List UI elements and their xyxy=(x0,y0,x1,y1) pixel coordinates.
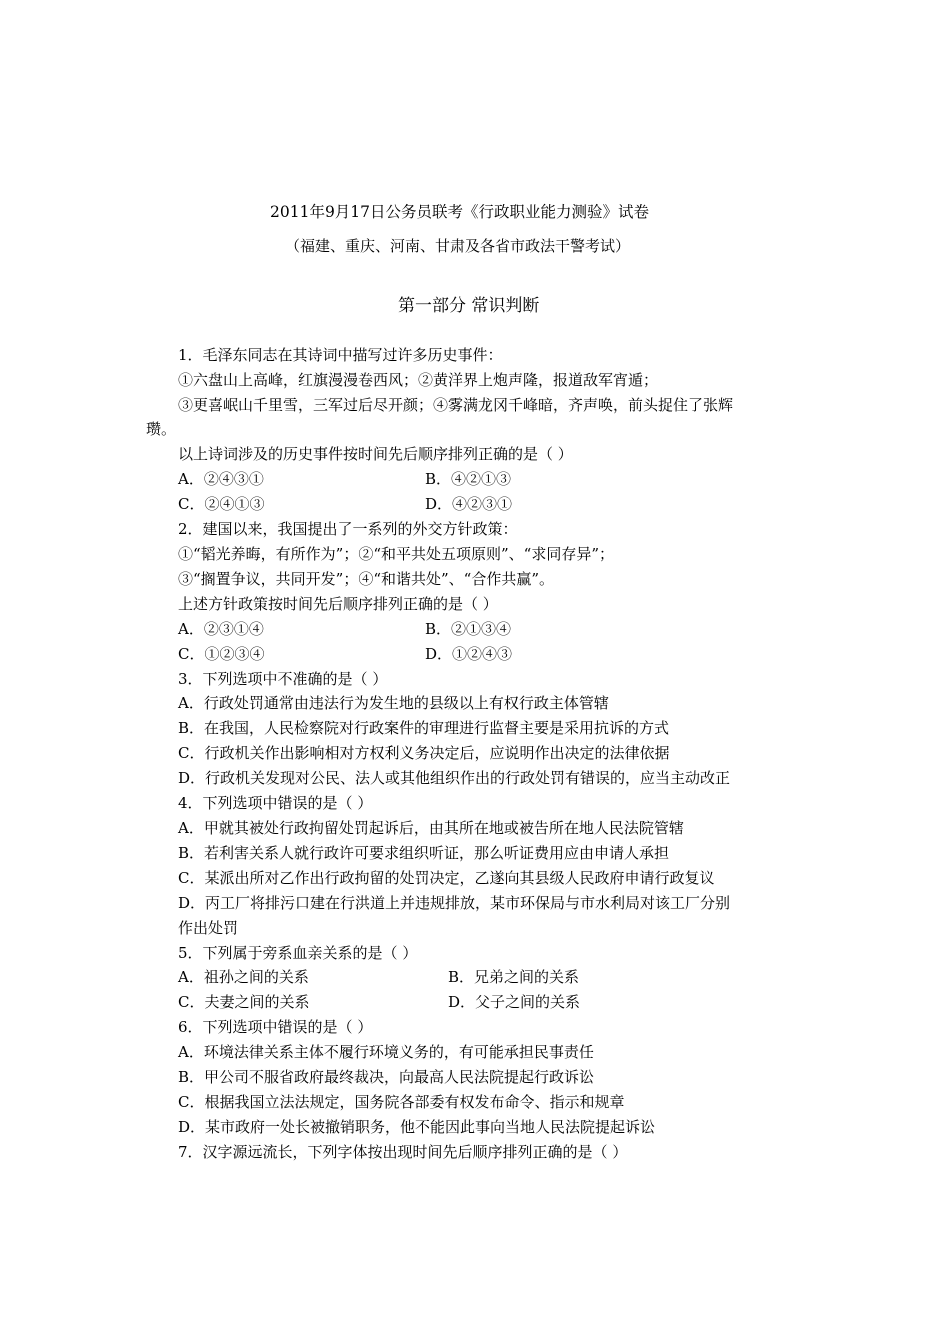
q1-option-b: B．④②①③ xyxy=(425,470,512,488)
document-title: 2011年9月17日公务员联考《行政职业能力测验》试卷 xyxy=(270,203,650,221)
q3-stem: 3．下列选项中不准确的是（ ） xyxy=(178,670,388,688)
q1-option-d: D．④②③① xyxy=(425,495,513,513)
q2-option-a: A．②③①④ xyxy=(178,620,264,638)
q5-option-d: D．父子之间的关系 xyxy=(448,993,581,1011)
q1-line2-cont: 瓒。 xyxy=(146,420,177,438)
q3-option-d: D．行政机关发现对公民、法人或其他组织作出的行政处罚有错误的，应当主动改正 xyxy=(178,769,731,787)
q6-option-d: D．某市政府一处长被撤销职务，他不能因此事向当地人民法院提起诉讼 xyxy=(178,1118,656,1136)
document-subtitle: （福建、重庆、河南、甘肃及各省市政法干警考试） xyxy=(285,237,631,255)
q4-option-b: B．若利害关系人就行政许可要求组织听证，那么听证费用应由申请人承担 xyxy=(178,844,670,862)
q4-option-c: C．某派出所对乙作出行政拘留的处罚决定，乙遂向其县级人民政府申请行政复议 xyxy=(178,869,715,887)
section-heading: 第一部分 常识判断 xyxy=(398,296,540,316)
q2-line1: ①“韬光养晦，有所作为”；②“和平共处五项原则”、“求同存异”； xyxy=(178,545,615,563)
q4-option-d: D．丙工厂将排污口建在行洪道上并违规排放，某市环保局与市水利局对该工厂分别 xyxy=(178,894,731,912)
q6-stem: 6．下列选项中错误的是（ ） xyxy=(178,1018,373,1036)
q2-option-c: C．①②③④ xyxy=(178,645,265,663)
q4-stem: 4．下列选项中错误的是（ ） xyxy=(178,794,373,812)
q6-option-c: C．根据我国立法法规定，国务院各部委有权发布命令、指示和规章 xyxy=(178,1093,625,1111)
q6-option-b: B．甲公司不服省政府最终裁决，向最高人民法院提起行政诉讼 xyxy=(178,1068,595,1086)
q5-option-a: A．祖孙之间的关系 xyxy=(178,968,309,986)
q2-line2: ③“搁置争议，共同开发”；④“和谐共处”、“合作共赢”。 xyxy=(178,570,555,588)
q1-line1: ①六盘山上高峰，红旗漫漫卷西风；②黄洋界上炮声隆，报道敌军宵遁； xyxy=(178,371,659,389)
q1-option-a: A．②④③① xyxy=(178,470,264,488)
q1-line2: ③更喜岷山千里雪，三军过后尽开颜；④雾满龙冈千峰暗，齐声唤，前头捉住了张辉 xyxy=(178,396,734,414)
q5-option-c: C．夫妻之间的关系 xyxy=(178,993,310,1011)
q1-ask: 以上诗词涉及的历史事件按时间先后顺序排列正确的是（ ） xyxy=(178,445,573,463)
q4-option-d-cont: 作出处罚 xyxy=(178,919,239,937)
q5-option-b: B．兄弟之间的关系 xyxy=(448,968,580,986)
q7-stem: 7．汉字源远流长，下列字体按出现时间先后顺序排列正确的是（ ） xyxy=(178,1143,628,1161)
q2-stem: 2．建国以来，我国提出了一系列的外交方针政策： xyxy=(178,520,518,538)
q2-option-d: D．①②④③ xyxy=(425,645,513,663)
q2-ask: 上述方针政策按时间先后顺序排列正确的是（ ） xyxy=(178,595,498,613)
q3-option-c: C．行政机关作出影响相对方权利义务决定后，应说明作出决定的法律依据 xyxy=(178,744,670,762)
q1-stem: 1．毛泽东同志在其诗词中描写过许多历史事件： xyxy=(178,346,503,364)
q4-option-a: A．甲就其被处行政拘留处罚起诉后，由其所在地或被告所在地人民法院管辖 xyxy=(178,819,684,837)
q2-option-b: B．②①③④ xyxy=(425,620,512,638)
q3-option-a: A．行政处罚通常由违法行为发生地的县级以上有权行政主体管辖 xyxy=(178,694,609,712)
q3-option-b: B．在我国，人民检察院对行政案件的审理进行监督主要是采用抗诉的方式 xyxy=(178,719,670,737)
q6-option-a: A．环境法律关系主体不履行环境义务的，有可能承担民事责任 xyxy=(178,1043,594,1061)
q1-option-c: C．②④①③ xyxy=(178,495,265,513)
q5-stem: 5．下列属于旁系血亲关系的是（ ） xyxy=(178,944,418,962)
